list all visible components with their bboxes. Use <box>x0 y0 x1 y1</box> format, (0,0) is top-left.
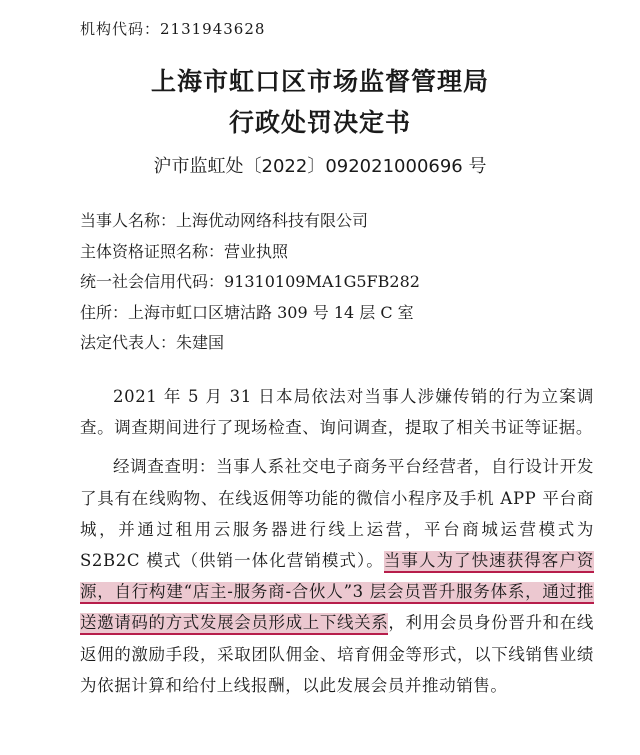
findings-paragraph <box>80 451 594 701</box>
party-name-row <box>80 206 420 237</box>
credit-code-row <box>80 267 420 298</box>
party-info <box>80 206 420 359</box>
address-label: 住所： <box>80 302 129 322</box>
document-type-title: 行政处罚决定书 <box>228 108 411 137</box>
address-value: 上海市虹口区塘沽路 309 号 14 层 C 室 <box>128 302 414 322</box>
highlighted-text: 当事人为了快速获得客户资源，自行构建“店主-服务商-合伙人”3 层会员晋升服务体系，通过推送邀请码的方式发展会员形成上下线关系 <box>80 551 594 635</box>
party-name-value: 上海优动网络科技有限公司 <box>176 211 369 230</box>
decision-body <box>80 381 594 709</box>
credit-code-label: 统一社会信用代码： <box>80 272 225 291</box>
findings-text-1: 经调查查明：当事人系社交电子商务平台经营者，自行设计开发了具有在线购物、在线返佣等功能的微信小程序及手机 APP 平台商城，并通过租用云服务器进行线上运营，平台商城运营模式为 S2B2C 模式（供销一体化营销模式）。 <box>80 457 594 571</box>
license-name-value: 营业执照 <box>224 241 289 261</box>
license-name-row <box>80 237 420 268</box>
legal-rep-value: 朱建国 <box>176 333 225 352</box>
document-number: 沪市监虹处〔2022〕092021000696 号 <box>153 156 487 177</box>
findings-text-2: ，利用会员身份晋升和在线返佣的激励手段，采取团队佣金、培育佣金等形式，以下线销售业绩为依据计算和给付上线报酬，以此发展会员并推动销售。 <box>80 613 594 695</box>
case-filing-paragraph: 2021 年 5 月 31 日本局依法对当事人涉嫌传销的行为立案调查。调查期间进行了现场检查、询问调查，提取了相关书证等证据。 <box>80 387 594 438</box>
credit-code-value: 91310109MA1G5FB282 <box>224 272 420 291</box>
party-name-label: 当事人名称： <box>80 211 177 230</box>
org-code: 机构代码：2131943628 <box>80 20 266 38</box>
address-row <box>80 298 420 329</box>
license-name-label: 主体资格证照名称： <box>80 241 225 261</box>
issuing-authority-title: 上海市虹口区市场监督管理局 <box>150 67 489 96</box>
legal-rep-row <box>80 328 420 359</box>
legal-rep-label: 法定代表人： <box>80 333 177 352</box>
